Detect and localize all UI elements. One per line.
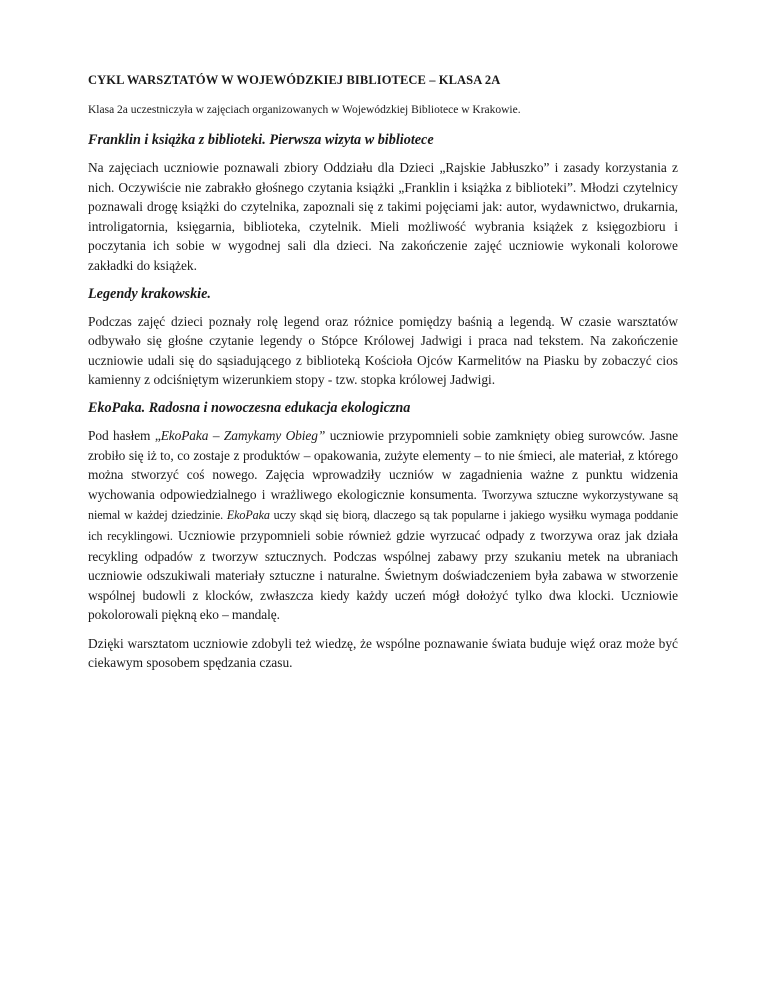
section-ekopaka (88, 399, 678, 625)
intro-text: Klasa 2a uczestniczyła w zajęciach organizowanych w Wojewódzkiej Bibliotece w Krakowie. (88, 104, 521, 116)
section-paragraph-legendy: Podczas zajęć dzieci poznały rolę legend oraz różnice pomiędzy baśnią a legendą. W czasie warsztatów odbywało się głośne czytanie legendy o Stópce Królowej Jadwigi i praca nad tekstem. Na zakończenie uczniowie udali się do sąsiadującego z biblioteką Kościoła Ojców Karmelitów na Piasku by zobaczyć cios kamienny z odciśniętym wizerunkiem stopy - tzw. stopka królowej Jadwigi. (88, 313, 678, 388)
document-page (88, 72, 678, 682)
section-heading-franklin: Franklin i książka z biblioteki. Pierwsza wizyta w bibliotece (88, 132, 434, 148)
ekopaka-small-italic: EkoPaka (226, 508, 270, 523)
ekopaka-small-text-2: uczy skąd się biorą, dlaczego są tak popularne i jakiego wysiłku wymaga poddanie ich recyklingowi. (88, 508, 678, 543)
ekopaka-small-text-1: Tworzywa sztuczne wykorzystywane są niemal w każdej dziedzinie. (88, 487, 678, 523)
ekopaka-text-part3: Uczniowie przypomnieli sobie również gdzie wyrzucać odpady z tworzywa oraz jak działa recykling odpadów z tworzyw sztucznych. Podczas wspólnej zabawy przy szukaniu metek na ubraniach uczniowie odszukiwali materiały sztuczne i naturalne. Świetnym doświadczeniem była zabawa w stworzenie wspólnej budowli z klocków, zwłaszcza kiedy każdy uczeń mógł dołożyć tylko dwa klocki. Uczniowie pokolorowali piękną eko – mandalę. (88, 527, 679, 623)
section-heading-legendy: Legendy krakowskie. (88, 285, 211, 302)
document-title: CYKL WARSZTATÓW W WOJEWÓDZKIEJ BIBLIOTECE – KLASA 2A (88, 73, 501, 87)
section-legendy (88, 285, 678, 390)
section-paragraph-ekopaka (88, 426, 678, 625)
section-heading-ekopaka: EkoPaka. Radosna i nowoczesna edukacja ekologiczna (88, 399, 411, 416)
ekopaka-slogan: EkoPaka – Zamykamy Obieg” (160, 427, 326, 443)
ekopaka-text-part1: Pod hasłem „ (88, 427, 161, 443)
section-paragraph-franklin: Na zajęciach uczniowie poznawali zbiory Oddziału dla Dzieci „Rajskie Jabłuszko” i zasady korzystania z nich. Oczywiście nie zabrakło głośnego czytania książki „Franklin i książka z biblioteki”. Młodzi czytelnicy poznawali drogę książki do czytelnika, zapoznali się z takimi pojęciami jak: autor, wydawnictwo, drukarnia, introligatornia, księgarnia, biblioteka, czytelnik. Mieli możliwość wybrania książek z księgozbioru i poczytania ich sobie w wygodnej sali dla dzieci. Na zakończenie zajęć uczniowie wykonali kolorowe zakładki do książek. (88, 160, 678, 273)
closing-paragraph: Dzięki warsztatom uczniowie zdobyli też wiedzę, że wspólne poznawanie świata buduje więź oraz może być ciekawym sposobem spędzania czasu. (88, 635, 678, 671)
ekopaka-text-part2: uczniowie przypomnieli sobie zamknięty obieg surowców. Jasne zrobiło się iż to, co zostaje z produktów – opakowania, zużyte elementy – to nie śmieci, ale materiał, z którego można stworzyć coś nowego. Zajęcia wprowadziły uczniów w zagadnienia ważne z punktu widzenia wychowania odpowiedzialnego i wrażliwego ekologicznie konsumenta. (88, 427, 678, 502)
section-franklin (88, 131, 678, 276)
